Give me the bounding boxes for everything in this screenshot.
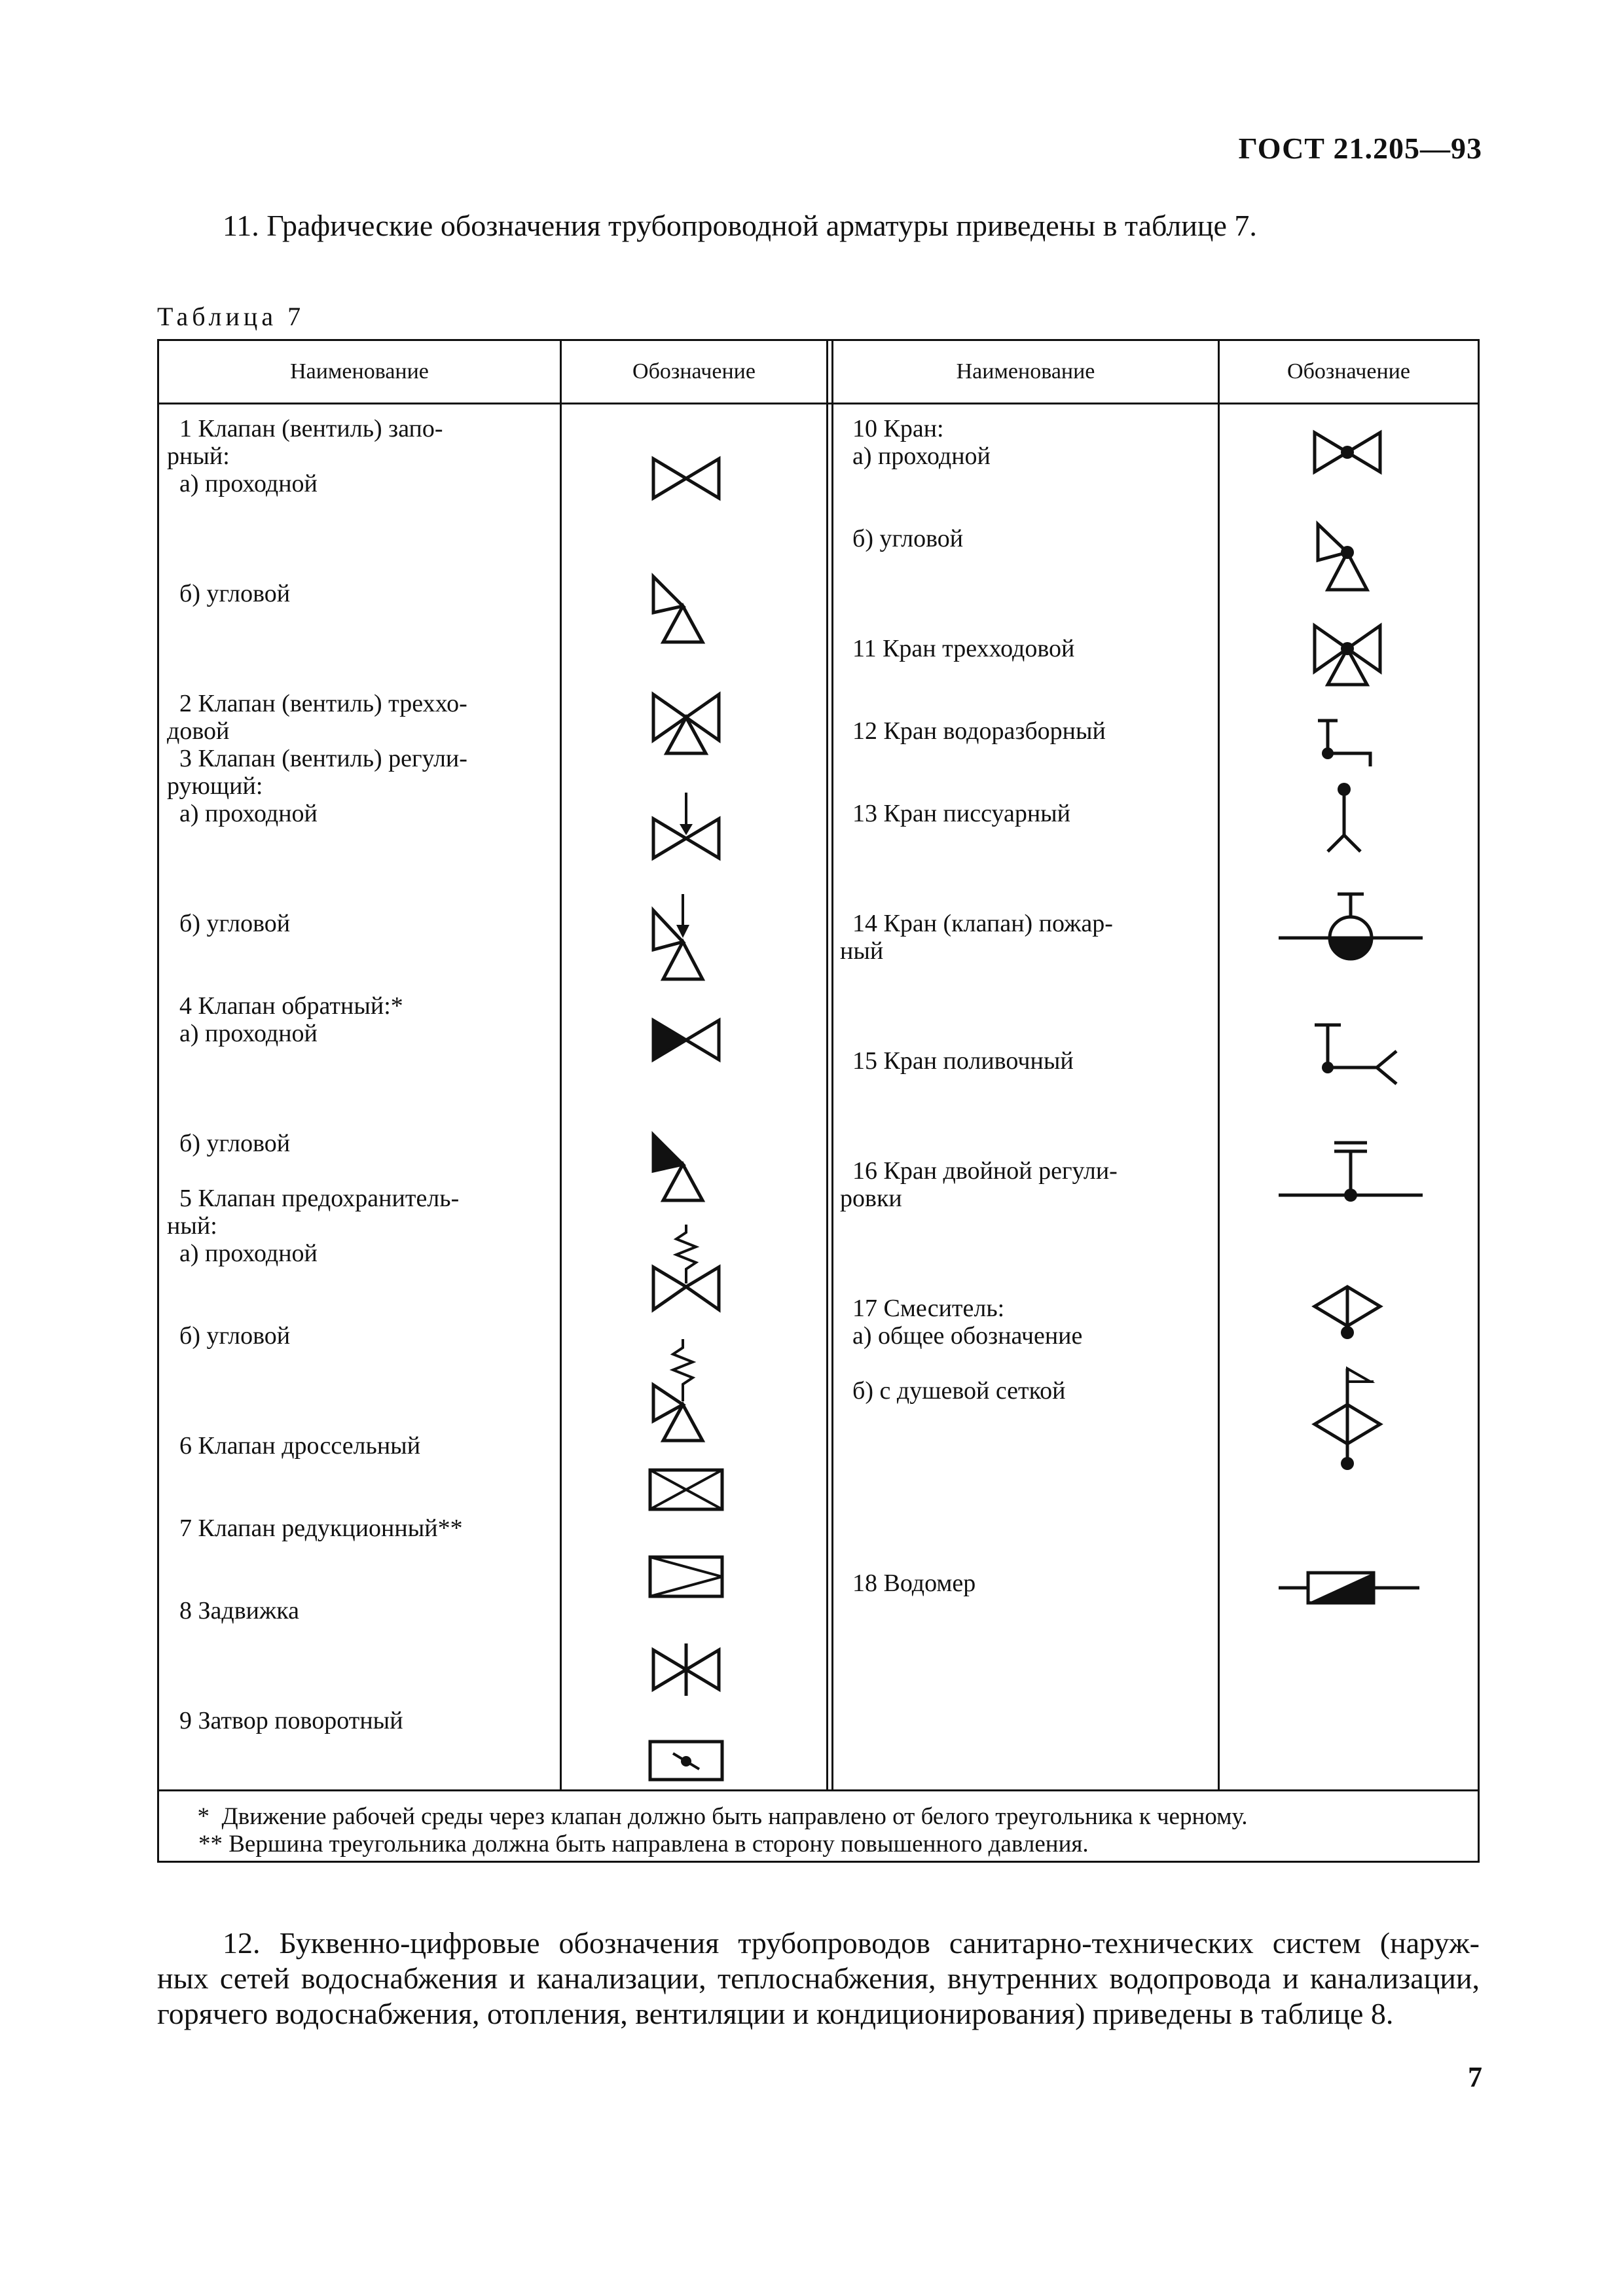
entry-4b-check-valve-angle: б) угловой <box>167 1130 291 1157</box>
entry-5b-safety-valve-angle: б) угловой <box>167 1322 291 1350</box>
col-divider <box>560 341 562 1789</box>
safety-valve-angle-symbol <box>644 1336 729 1447</box>
entry-3-valve-regulating: 3 Клапан (вентиль) регули- рующий: а) проходной <box>167 745 467 827</box>
col-header-name-right: Наименование <box>956 359 1095 384</box>
entry-3b-valve-regulating-angle: б) угловой <box>167 910 291 937</box>
entry-4-check-valve: 4 Клапан обратный:* а) проходной <box>179 992 403 1047</box>
entry-13-urinal-cock: 13 Кран писсуарный <box>840 800 1071 827</box>
entry-10b-cock-angle: б) угловой <box>840 525 964 552</box>
mixer-shower-symbol <box>1305 1362 1396 1486</box>
valve-angle-symbol <box>644 567 729 652</box>
throttle-valve-symbol <box>644 1463 729 1522</box>
gate-valve-symbol <box>644 1634 729 1706</box>
entry-15-watering-cock: 15 Кран поливочный <box>840 1047 1074 1075</box>
valve-three-way-symbol <box>644 681 729 766</box>
entry-8-gate-valve: 8 Задвижка <box>167 1597 300 1624</box>
col-header-symbol-right: Обозначение <box>1287 359 1410 384</box>
entry-5-safety-valve: 5 Клапан предохранитель- ный: а) проходной <box>167 1185 460 1267</box>
col-divider <box>1218 341 1220 1789</box>
butterfly-valve-symbol <box>644 1735 729 1787</box>
entry-7-reducing-valve: 7 Клапан редукционный** <box>167 1515 463 1542</box>
mixer-symbol <box>1305 1274 1396 1359</box>
cock-symbol <box>1305 423 1390 488</box>
valve-gate-symbol <box>644 446 729 511</box>
table-caption: Таблица 7 <box>157 302 305 331</box>
entry-1-valve-gate: 1 Клапан (вентиль) запо- рный: а) проходной <box>167 415 443 497</box>
valve-regulating-symbol <box>644 786 729 871</box>
footnote-divider <box>159 1789 1478 1791</box>
check-valve-angle-symbol <box>644 1125 729 1210</box>
entry-2-valve-three-way: 2 Клапан (вентиль) треххо- довой <box>167 690 467 745</box>
double-regulation-cock-symbol <box>1272 1133 1423 1218</box>
col-header-symbol-left: Обозначение <box>632 359 756 384</box>
safety-valve-symbol <box>644 1218 729 1323</box>
footnote-1: * Движение рабочей среды через клапан должно быть направлено от белого треугольника к черному. <box>185 1803 1248 1830</box>
section-12-line-1: 12. Буквенно-цифровые обозначения трубопроводов санитарно-технических систем (наруж- <box>223 1926 1480 1960</box>
water-tap-symbol <box>1305 708 1390 773</box>
entry-18-water-meter: 18 Водомер <box>840 1570 976 1597</box>
three-way-cock-symbol <box>1305 616 1390 701</box>
entry-16-double-regulation-cock: 16 Кран двойной регули- ровки <box>840 1157 1118 1212</box>
section-11-text: 11. Графические обозначения трубопроводной арматуры приведены в таблице 7. <box>223 209 1257 242</box>
entry-1b-valve-angle: б) угловой <box>167 580 291 607</box>
document-code: ГОСТ 21.205—93 <box>1238 132 1482 165</box>
reducing-valve-symbol <box>644 1551 729 1609</box>
valve-regulating-angle-symbol <box>644 891 729 989</box>
check-valve-symbol <box>644 1007 729 1073</box>
section-12-line-2: ных сетей водоснабжения и канализации, теплоснабжения, внутренних водопровода и канализации, <box>157 1962 1480 1995</box>
entry-9-butterfly-valve: 9 Затвор поворотный <box>167 1707 403 1734</box>
fire-cock-symbol <box>1272 884 1423 969</box>
entry-11-three-way-cock: 11 Кран трехходовой <box>840 635 1075 662</box>
entry-12-water-tap: 12 Кран водоразборный <box>840 717 1106 745</box>
page-number: 7 <box>1468 2061 1482 2093</box>
entry-10-cock: 10 Кран: а) проходной <box>852 415 991 470</box>
footnote-2: ** Вершина треугольника должна быть направлена в сторону повышенного давления. <box>198 1831 1089 1857</box>
cock-angle-symbol <box>1305 514 1390 600</box>
entry-14-fire-cock: 14 Кран (клапан) пожар- ный <box>840 910 1113 965</box>
entry-17-mixer: 17 Смеситель: а) общее обозначение <box>852 1295 1083 1350</box>
col-header-name-left: Наименование <box>290 359 429 384</box>
water-meter-symbol <box>1272 1558 1423 1617</box>
entry-6-throttle-valve: 6 Клапан дроссельный <box>167 1432 421 1460</box>
urinal-cock-symbol <box>1305 776 1390 861</box>
col-divider-double <box>826 341 828 1789</box>
table-7 <box>157 339 1480 1863</box>
section-12-text <box>157 1926 1480 2032</box>
header-divider <box>159 403 1478 404</box>
section-12-line-3: горячего водоснабжения, отопления, вентиляции и кондиционирования) приведены в таблице 8. <box>157 1997 1394 2030</box>
col-divider-double <box>831 341 833 1789</box>
watering-cock-symbol <box>1305 1015 1423 1094</box>
entry-17b-mixer-shower: б) с душевой сеткой <box>840 1377 1066 1405</box>
